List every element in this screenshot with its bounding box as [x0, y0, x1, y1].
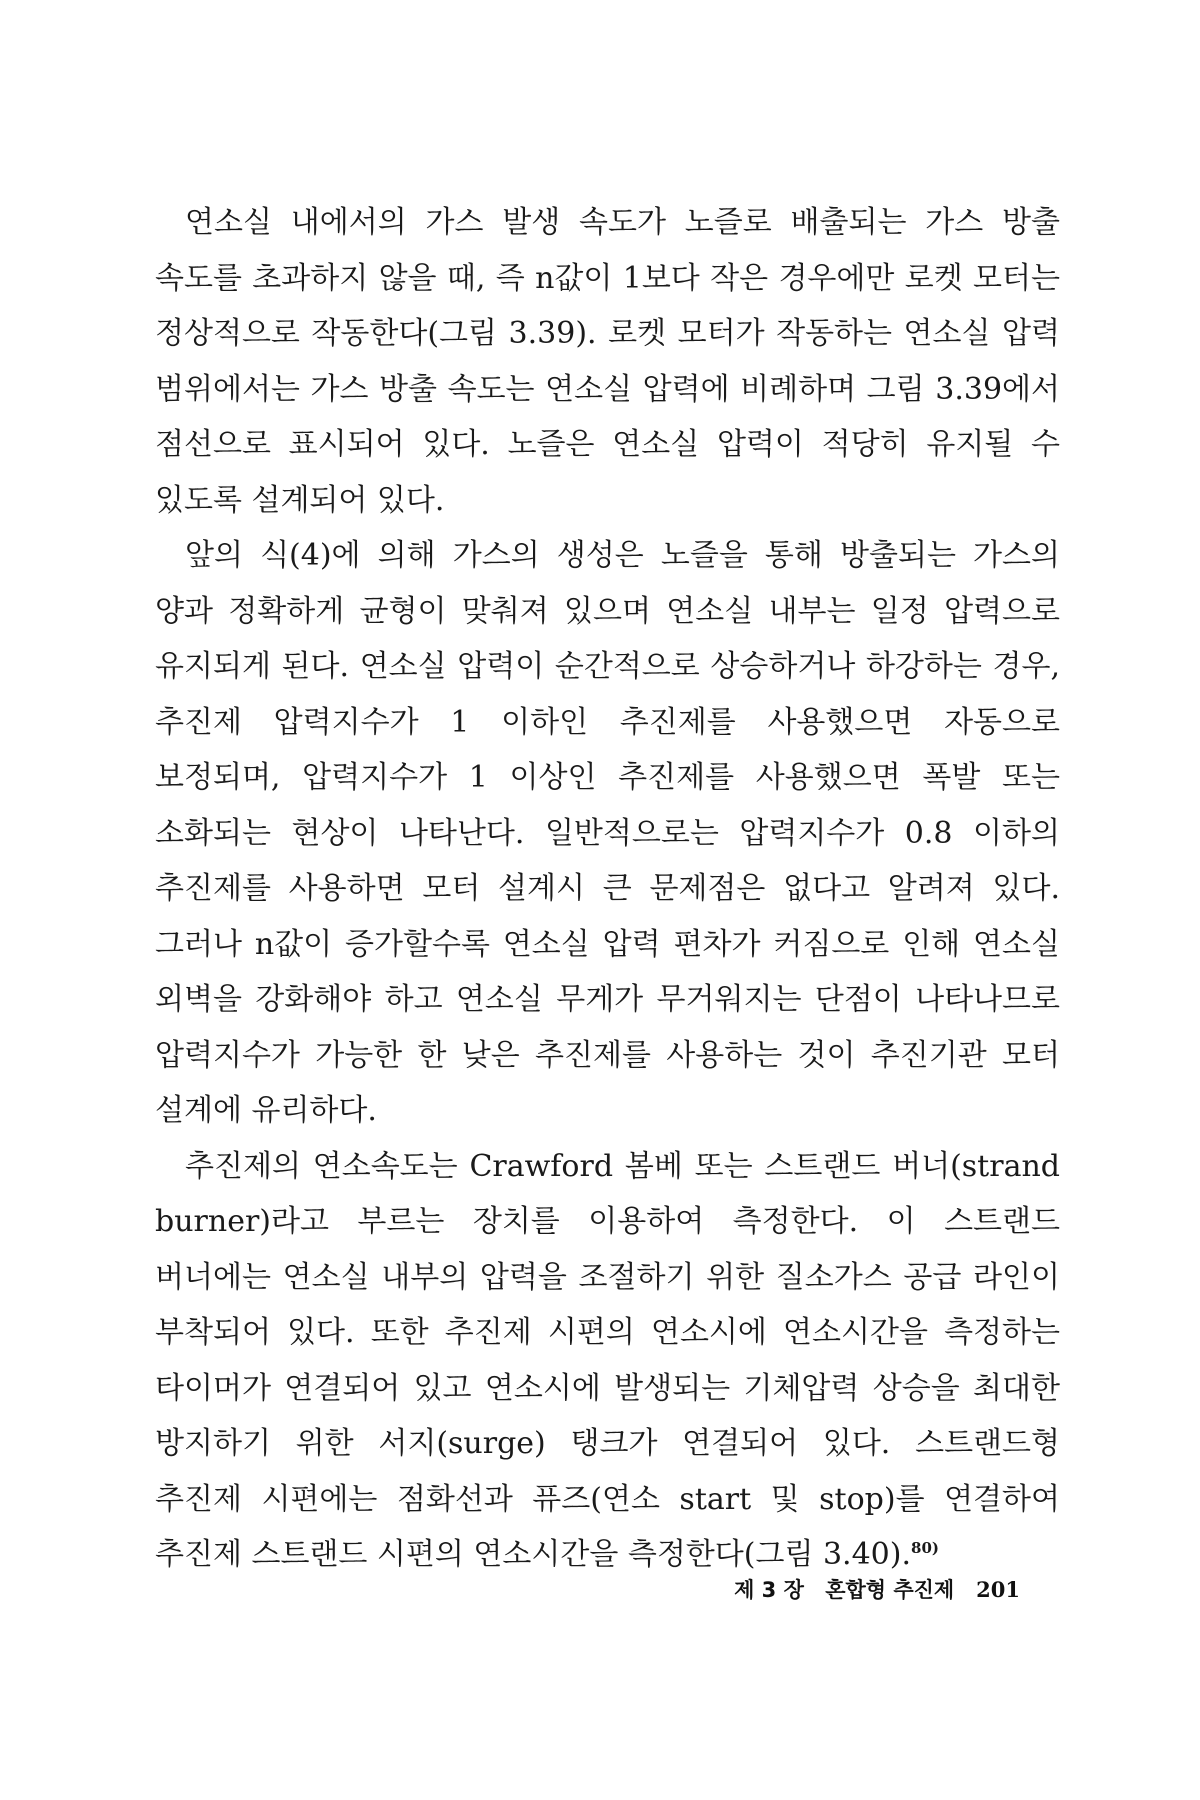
page-footer: [650, 1574, 1020, 1604]
footer-title: 혼합형 추진제: [825, 1578, 955, 1602]
paragraph-3-text: 추진제의 연소속도는 Crawford 봄베 또는 스트랜드 버너(strand burner)라고 부르는 장치를 이용하여 측정한다. 이 스트랜드 버너에는 연소실 내부의 압력을 조절하기 위한 질소가스 공급 라인이 부착되어 있다. 또한 추진제 시편의 연소시에 연소시간을 측정하는 타이머가 연결되어 있고 연소시에 발생되는 기체압력 상승을 최대한 방지하기 위한 서지(surge) 탱크가 연결되어 있다. 스트랜드형 추진제 시편에는 점화선과 퓨즈(연소 start 및 stop)를 연결하여 추진제 스트랜드 시편의 연소시간을 측정한다(그림 3.40).: [155, 1148, 1060, 1572]
footnote-marker: 80): [911, 1539, 939, 1557]
paragraph-1-text: 연소실 내에서의 가스 발생 속도가 노즐로 배출되는 가스 방출 속도를 초과하지 않을 때, 즉 n값이 1보다 작은 경우에만 로켓 모터는 정상적으로 작동한다(그림 3.39). 로켓 모터가 작동하는 연소실 압력 범위에서는 가스 방출 속도는 연소실 압력에 비례하며 그림 3.39에서 점선으로 표시되어 있다. 노즐은 연소실 압력이 적당히 유지될 수 있도록 설계되어 있다.: [155, 205, 1060, 518]
page-body: [155, 195, 1060, 1583]
paragraph-3: [155, 1139, 1060, 1583]
paragraph-1: [155, 195, 1060, 528]
page-number: 201: [976, 1577, 1020, 1602]
paragraph-2: [155, 528, 1060, 1139]
paragraph-2-text: 앞의 식(4)에 의해 가스의 생성은 노즐을 통해 방출되는 가스의 양과 정확하게 균형이 맞춰져 있으며 연소실 내부는 일정 압력으로 유지되게 된다. 연소실 압력이 순간적으로 상승하거나 하강하는 경우, 추진제 압력지수가 1 이하인 추진제를 사용했으면 자동으로 보정되며, 압력지수가 1 이상인 추진제를 사용했으면 폭발 또는 소화되는 현상이 나타난다. 일반적으로는 압력지수가 0.8 이하의 추진제를 사용하면 모터 설계시 큰 문제점은 없다고 알려져 있다. 그러나 n값이 증가할수록 연소실 압력 편차가 커짐으로 인해 연소실 외벽을 강화해야 하고 연소실 무게가 무거워지는 단점이 나타나므로 압력지수가 가능한 한 낮은 추진제를 사용하는 것이 추진기관 모터 설계에 유리하다.: [155, 538, 1060, 1128]
footer-chapter: 제 3 장: [734, 1578, 804, 1602]
